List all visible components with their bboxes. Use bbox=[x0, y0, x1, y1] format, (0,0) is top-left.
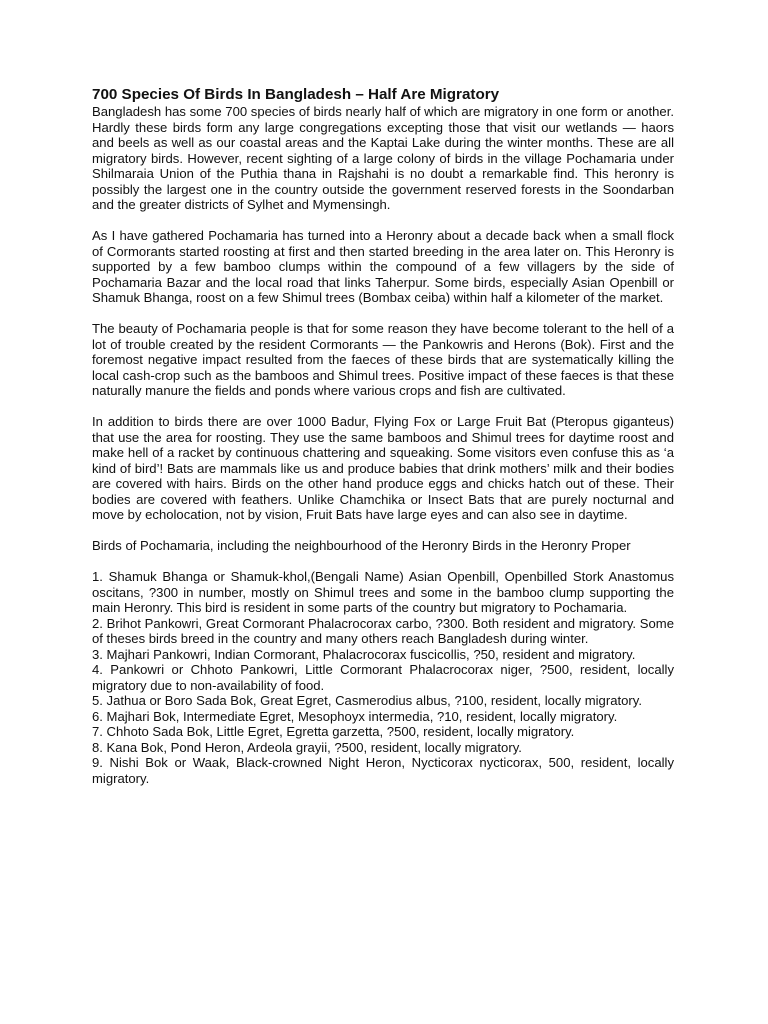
list-item: 6. Majhari Bok, Intermediate Egret, Mesophoyx intermedia, ?10, resident, locally migratory. bbox=[92, 708, 618, 724]
list-item: 7. Chhoto Sada Bok, Little Egret, Egretta garzetta, ?500, resident, locally migratory. bbox=[92, 724, 575, 739]
list-item: 4. Pankowri or Chhoto Pankowri, Little Cormorant Phalacrocorax niger, ?500, resident, locally migratory due to non-availability of food. bbox=[92, 662, 674, 693]
document-page bbox=[92, 86, 674, 786]
list-item: 8. Kana Bok, Pond Heron, Ardeola grayii, ?500, resident, locally migratory. bbox=[92, 739, 522, 755]
article-title: 700 Species Of Birds In Bangladesh – Half Are Migratory bbox=[92, 86, 500, 103]
list-item: 3. Majhari Pankowri, Indian Cormorant, Phalacrocorax fuscicollis, ?50, resident and migratory. bbox=[92, 646, 636, 662]
paragraph-intro: Bangladesh has some 700 species of birds nearly half of which are migratory in one form or another. Hardly these birds form any large congregations excepting those that visit our wetlands — haors and beels as well as our coastal areas and the Kaptai Lake during the winter months. These are all migratory birds. However, recent sighting of a large colony of birds in the village Pochamaria under Shilmaraia Union of the Puthia thana in Rajshahi is no doubt a remarkable find. This heronry is possibly the largest one in the country outside the government reserved forests in the Soondarban and the greater districts of Sylhet and Mymensingh. bbox=[92, 104, 674, 212]
paragraph-villagers-tolerance: The beauty of Pochamaria people is that for some reason they have become tolerant to the hell of a lot of trouble created by the resident Cormorants — the Pankowris and Herons (Bok). First and the foremost negative impact resulted from the faeces of these birds that are systematically killing the local cash-crop such as the bamboos and Shimul trees. Positive impact of these faeces is that these naturally manure the fields and ponds where various crops and fish are cultivated. bbox=[92, 321, 674, 398]
paragraph-heronry-history: As I have gathered Pochamaria has turned into a Heronry about a decade back when a small flock of Cormorants started roosting at first and then started breeding in the area later on. This Heronry is supported by a few bamboo clumps within the compound of a few villagers by the side of Pochamaria Bazar and the local road that links Taherpur. Some birds, especially Asian Openbill or Shamuk Bhanga, roost on a few Shimul trees (Bombax ceiba) within half a kilometer of the market. bbox=[92, 228, 674, 305]
list-item: 5. Jathua or Boro Sada Bok, Great Egret, Casmerodius albus, ?100, resident, locally migratory. bbox=[92, 693, 642, 708]
list-item: 2. Brihot Pankowri, Great Cormorant Phalacrocorax carbo, ?300. Both resident and migratory. Some of theses birds breed in the country and many others reach Bangladesh during winter. bbox=[92, 615, 674, 646]
paragraph-bird-list-heading: Birds of Pochamaria, including the neighbourhood of the Heronry Birds in the Heronry Proper bbox=[92, 538, 631, 553]
list-item: 1. Shamuk Bhanga or Shamuk-khol,(Bengali Name) Asian Openbill, Openbilled Stork Anastomus oscitans, ?300 in number, mostly on Shimul trees and some in the bamboo clump supporting the main Heronry. This bird is resident in some parts of the country but migratory to Pochamaria. bbox=[92, 569, 674, 615]
list-item: 9. Nishi Bok or Waak, Black-crowned Night Heron, Nycticorax nycticorax, 500, resident, locally migratory. bbox=[92, 755, 674, 786]
paragraph-fruit-bats: In addition to birds there are over 1000 Badur, Flying Fox or Large Fruit Bat (Pteropus giganteus) that use the area for roosting. They use the same bamboos and Shimul trees for daytime roost and make hell of a racket by continuous chattering and squeaking. Some visitors even confuse this as ‘a kind of bird’! Bats are mammals like us and produce babies that drink mothers’ milk and their bodies are covered with hairs. Birds on the other hand produce eggs and chicks hatch out of these. Their bodies are covered with feathers. Unlike Chamchika or Insect Bats that are purely nocturnal and move by echolocation, not by vision, Fruit Bats have large eyes and can also see in daytime. bbox=[92, 414, 674, 522]
bird-species-list bbox=[92, 569, 674, 786]
